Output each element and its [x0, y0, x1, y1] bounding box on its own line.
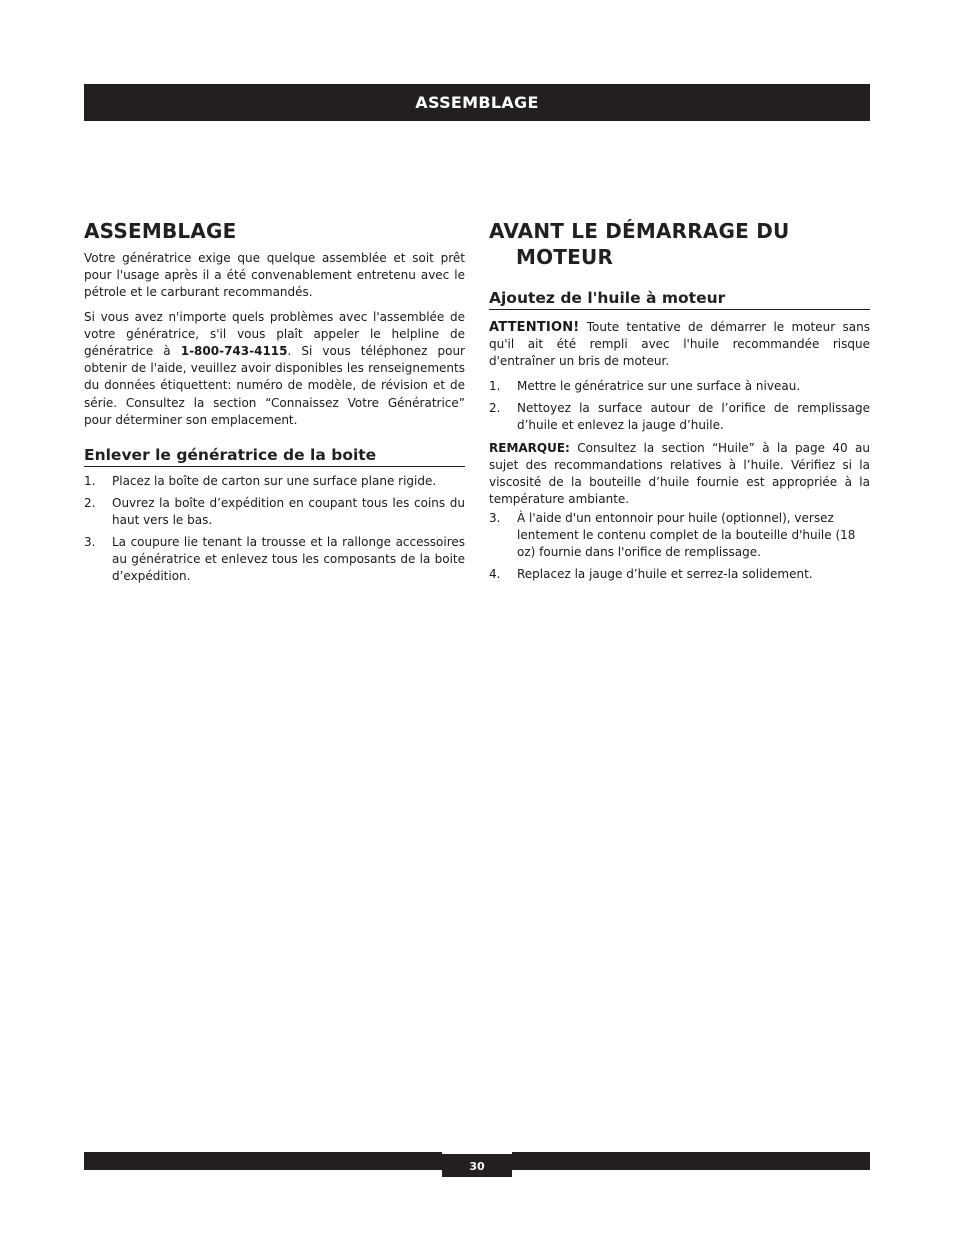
intro-p2-before: Si vous avez n'importe quels problèmes avec l'assemblée de votre génératrice, s'il vous plaît appeler le helpline de génératrice à — [84, 309, 465, 359]
page-number: 30 — [442, 1152, 512, 1177]
step-number: 2. — [489, 400, 501, 415]
section-header-title: ASSEMBLAGE — [415, 93, 539, 112]
oil-steps-list-a — [489, 378, 870, 434]
step-text: Replacez la jauge d’huile et serrez-la solidement. — [517, 567, 813, 582]
step-text: Placez la boîte de carton sur une surface plane rigide. — [112, 474, 437, 489]
list-item — [489, 400, 870, 434]
step-text: Mettre le génératrice sur une surface à niveau. — [517, 378, 801, 393]
assemblage-heading: ASSEMBLAGE — [84, 219, 237, 243]
step-number: 3. — [84, 535, 96, 550]
step-number: 3. — [489, 511, 501, 526]
left-column — [84, 218, 465, 591]
note-text: Consultez la section “Huile” à la page 40 au sujet des recommandations relatives à l’huile. Vérifiez si la viscosité de la bouteille d’huile fournie est appropriée à la température ambiante. — [489, 440, 870, 507]
list-item — [84, 495, 465, 529]
step-text: À l'aide d'un entonnoir pour huile (optionnel), versez lentement le contenu complet de la bouteille d'huile (18 oz) fournie dans l'orifice de remplissage. — [517, 511, 856, 560]
intro-paragraph-2 — [84, 309, 465, 429]
unbox-steps-list — [84, 473, 465, 585]
before-start-heading: AVANT LE DÉMARRAGE DU MOTEUR — [489, 219, 790, 269]
attention-paragraph — [489, 319, 870, 371]
right-column — [489, 218, 870, 589]
list-item — [489, 510, 870, 561]
list-item — [489, 566, 870, 583]
intro-paragraph-1: Votre génératrice exige que quelque assemblée et soit prêt pour l'usage après il a été convenablement entretenu avec le pétrole et le carburant recommandés. — [84, 251, 465, 300]
intro-p2-after: . Si vous téléphonez pour obtenir de l'aide, veuillez avoir disponibles les renseignements du données étiquettent: numéro de modèle, de révision et de série. Consultez la section “Connaissez Votre Génératrice” pour déterminer son emplacement. — [84, 344, 465, 427]
oil-steps-list-b — [489, 510, 870, 583]
attention-text: Toute tentative de démarrer le moteur sans qu'il ait été rempli avec l'huile recommandée risque d'entraîner un bris de moteur. — [489, 320, 870, 369]
step-number: 1. — [489, 378, 501, 393]
unbox-subheading: Enlever le génératrice de la boite — [84, 445, 465, 467]
step-text: La coupure lie tenant la trousse et la rallonge accessoires au génératrice et enlevez tous les composants de la boite d’expédition. — [112, 535, 465, 584]
add-oil-subheading: Ajoutez de l'huile à moteur — [489, 288, 870, 310]
list-item — [84, 473, 465, 490]
step-number: 1. — [84, 474, 96, 489]
note-paragraph — [489, 440, 870, 509]
step-number: 2. — [84, 496, 96, 511]
list-item — [84, 534, 465, 585]
note-label: REMARQUE: — [489, 440, 570, 455]
step-number: 4. — [489, 567, 501, 582]
helpline-phone: 1-800-743-4115 — [180, 344, 288, 359]
step-text: Nettoyez la surface autour de l’orifice de remplissage d’huile et enlevez la jauge d’huile. — [517, 400, 870, 432]
list-item — [489, 378, 870, 395]
step-text: Ouvrez la boîte d’expédition en coupant tous les coins du haut vers le bas. — [112, 496, 465, 528]
section-header-bar — [84, 84, 870, 121]
attention-label: ATTENTION! — [489, 320, 580, 335]
